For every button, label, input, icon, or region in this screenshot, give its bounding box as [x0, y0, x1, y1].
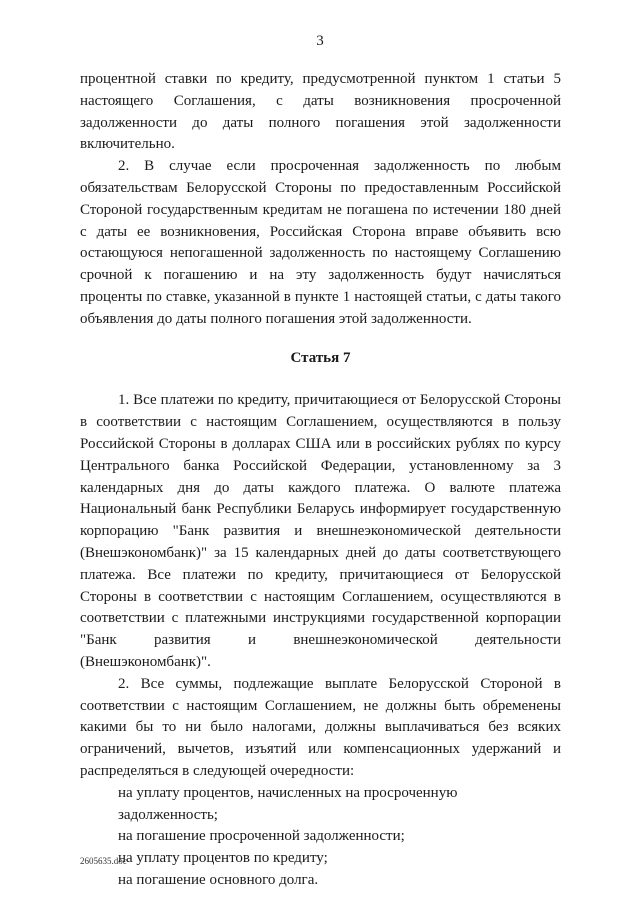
list-item: на погашение просроченной задолженности; — [118, 828, 405, 845]
list-item: на уплату процентов, начисленных на просроченную задолженность; — [118, 784, 458, 823]
article-paragraph-2: 2. Все суммы, подлежащие выплате Белорусской Стороной в соответствии с настоящим Соглашением, не должны быть обременены какими бы то ни было налогами, должны выплачиваться без всяких ограничений, вычетов, изъятий или компенсационных удержаний и распределяться в следующей очередности: — [80, 675, 561, 779]
payment-order-list — [80, 783, 561, 892]
article-heading: Статья 7 — [290, 349, 351, 366]
paragraph-clause-2: 2. В случае если просроченная задолженность по любым обязательствам Белорусской Стороны по предоставленным Российской Стороной государственным кредитам не погашена по истечении 180 дней с даты ее возникновения, Российская Сторона вправе объявить всю остающуюся непогашенной задолженность по настоящему Соглашению срочной к погашению и на эту задолженность будут начисляться проценты по ставке, указанной в пункте 1 настоящей статьи, с даты такого объявления до даты полного погашения этой задолженности. — [80, 158, 561, 327]
paragraph-continuation: процентной ставки по кредиту, предусмотренной пунктом 1 статьи 5 настоящего Соглашения, с даты возникновения просроченной задолженности до даты полного погашения этой задолженности включительно. — [80, 71, 561, 153]
document-body — [80, 69, 561, 892]
footer-filename: 2605635.doc — [80, 856, 127, 866]
article-paragraph-1: 1. Все платежи по кредиту, причитающиеся от Белорусской Стороны в соответствии с настоящим Соглашением, осуществляются в пользу Российской Стороны в долларах США или в российских рублях по курсу Центрального банка Российской Федерации, установленному за 3 календарных дня до даты каждого платежа. О валюте платежа Национальный банк Республики Беларусь информирует государственную корпорацию "Банк развития и внешнеэкономической деятельности (Внешэкономбанк)" за 15 календарных дней до даты соответствующего платежа. Все платежи по кредиту, причитающиеся от Белорусской Стороны в соответствии с настоящим Соглашением, осуществляются в соответствии с платежными инструкциями государственной корпорации "Банк развития и внешнеэкономической деятельности (Внешэкономбанк)". — [80, 392, 561, 670]
list-item: на погашение основного долга. — [118, 871, 319, 888]
page-number: 3 — [316, 33, 324, 49]
list-item: на уплату процентов по кредиту; — [118, 850, 328, 867]
spacer — [80, 331, 561, 348]
spacer — [80, 369, 561, 390]
